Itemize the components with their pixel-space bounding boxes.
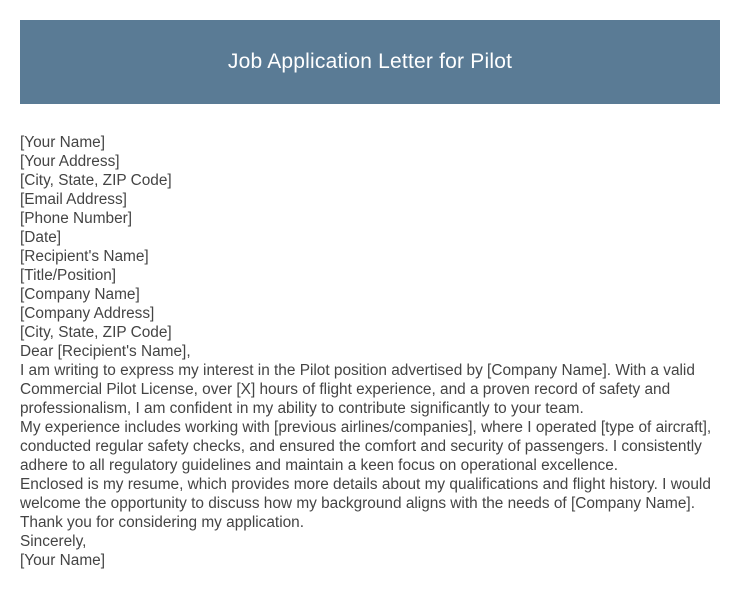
closing: Sincerely, [20, 533, 87, 550]
paragraph-closing: Enclosed is my resume, which provides more details about my qualifications and flight history. I would welcome the opportunity to discuss how my background aligns with the needs of [Company Name]. Thank you for considering my application. [20, 476, 711, 531]
sender-email: [Email Address] [20, 191, 127, 208]
page-title: Job Application Letter for Pilot [227, 50, 513, 73]
recipient-name: [Recipient's Name] [20, 248, 149, 265]
sender-city-state-zip: [City, State, ZIP Code] [20, 172, 172, 189]
letter-date: [Date] [20, 229, 62, 246]
title-banner [20, 20, 720, 104]
paragraph-experience: My experience includes working with [previous airlines/companies], where I operated [type of aircraft], conducted regular safety checks, and ensured the comfort and security of passengers. I consistently adhere to all regulatory guidelines and maintain a keen focus on operational excellence. [20, 419, 712, 474]
sender-address: [Your Address] [20, 153, 120, 170]
sender-name: [Your Name] [20, 134, 105, 151]
recipient-address: [Company Address] [20, 305, 155, 322]
signature: [Your Name] [20, 552, 105, 569]
sender-phone: [Phone Number] [20, 210, 133, 227]
recipient-company: [Company Name] [20, 286, 140, 303]
recipient-city-state-zip: [City, State, ZIP Code] [20, 324, 172, 341]
salutation: Dear [Recipient's Name], [20, 343, 191, 360]
letter-body [20, 133, 720, 570]
recipient-title: [Title/Position] [20, 267, 117, 284]
paragraph-intro: I am writing to express my interest in the Pilot position advertised by [Company Name]. With a valid Commercial Pilot License, over [X] hours of flight experience, and a proven record of safety and professionalism, I am confident in my ability to contribute significantly to your team. [20, 362, 695, 417]
